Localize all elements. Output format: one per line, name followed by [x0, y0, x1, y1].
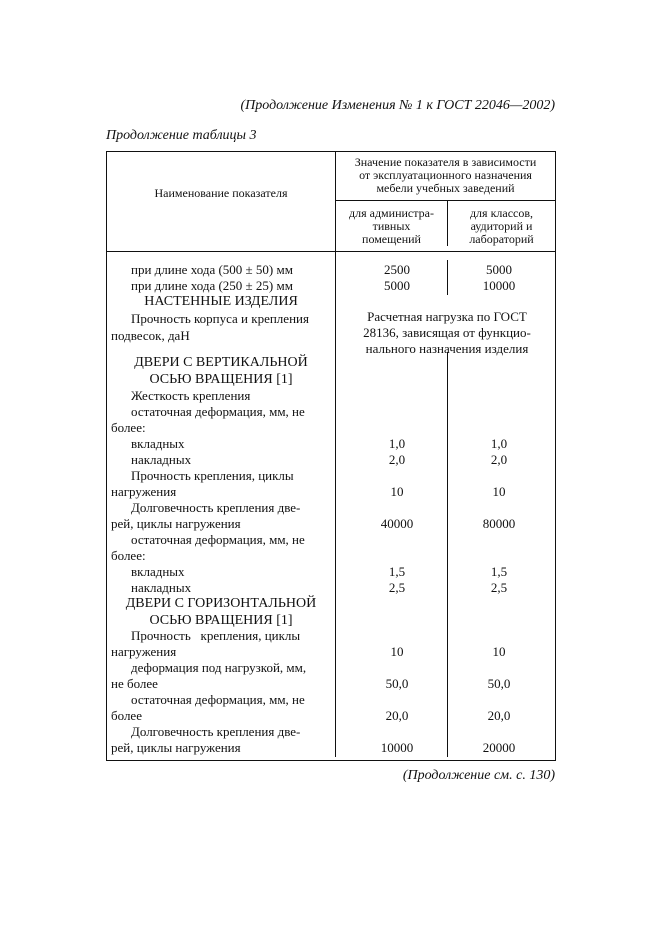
residual-label-2 [111, 532, 305, 564]
row-label-line: рей, циклы нагружения [111, 740, 241, 755]
row-label-line: деформация под нагрузкой, мм, [131, 660, 307, 675]
cell-class: 10 [492, 484, 506, 499]
strength-note-line: нального назначения изделия [365, 341, 529, 356]
col-divider-2-bottom [447, 352, 448, 757]
cell-admin: 2,5 [388, 580, 406, 595]
row-label-line: Долговечность крепления две- [131, 500, 301, 515]
table-row [111, 660, 306, 692]
residual-label [111, 404, 305, 436]
table-row: вкладных [131, 564, 185, 579]
col-name-header: Наименование показателя [154, 186, 288, 200]
section-heading-horizontal [107, 595, 335, 629]
row-label-line: Прочность крепления, циклы [131, 628, 301, 643]
cell-class: 80000 [482, 516, 516, 531]
strength-note-line: Расчетная нагрузка по ГОСТ [367, 309, 527, 324]
stiffness-label: Жесткость крепления [131, 388, 251, 403]
cell-admin: 10000 [380, 740, 414, 755]
col-admin-header-line: для администра- [349, 206, 434, 220]
cell-admin: 10 [390, 484, 404, 499]
table-row: вкладных [131, 436, 185, 451]
strength-label-line: Прочность корпуса и крепления [131, 311, 309, 326]
cell-admin: 5000 [384, 278, 410, 293]
cell-admin: 10 [390, 644, 404, 659]
section-heading-line: ОСЬЮ ВРАЩЕНИЯ [1] [149, 372, 293, 387]
col-admin-header-line: тивных [372, 219, 411, 233]
table-row [111, 628, 300, 660]
cell-class: 1,0 [490, 436, 508, 451]
continuation-footer: (Продолжение см. с. 130) [402, 768, 555, 783]
row-label-line: более [111, 708, 142, 723]
cell-admin: 40000 [380, 516, 414, 531]
strength-label-line: подвесок, даН [111, 328, 190, 343]
cell-class: 2,5 [490, 580, 508, 595]
cell-admin: 50,0 [385, 676, 409, 691]
header-bottom-line [107, 251, 555, 252]
table-continuation-label: Продолжение таблицы 3 [106, 128, 257, 143]
col-class-header-line: аудиторий и [470, 219, 533, 233]
row-label-line: Долговечность крепления две- [131, 724, 301, 739]
table-row: при длине хода (250 ± 25) мм [131, 278, 293, 293]
table-row [111, 692, 305, 724]
strength-note-line: 28136, зависящая от функцио- [363, 325, 531, 340]
col-class-header [448, 207, 555, 246]
cell-class: 10000 [482, 278, 516, 293]
cell-admin: 2500 [384, 262, 410, 277]
residual-label-line: более: [111, 420, 146, 435]
col-class-header-line: лабораторий [469, 232, 534, 246]
section-heading-line: ДВЕРИ С ГОРИЗОНТАЛЬНОЙ [125, 596, 317, 611]
section-heading-line: ОСЬЮ ВРАЩЕНИЯ [1] [149, 613, 293, 628]
row-label-line: остаточная деформация, мм, не [131, 692, 305, 707]
indicator-table [106, 151, 556, 761]
cell-admin: 1,0 [388, 436, 406, 451]
amendment-continuation-header: (Продолжение Изменения № 1 к ГОСТ 22046—2002) [240, 98, 555, 113]
strength-label [111, 310, 309, 344]
cell-class: 5000 [486, 262, 512, 277]
row-label-line: рей, циклы нагружения [111, 516, 241, 531]
residual-label-line: более: [111, 548, 146, 563]
cell-admin: 20,0 [385, 708, 409, 723]
cell-admin: 2,0 [388, 452, 406, 467]
cell-admin: 1,5 [388, 564, 406, 579]
residual-label-line: остаточная деформация, мм, не [131, 532, 305, 547]
col-class-header-line: для классов, [469, 206, 534, 220]
row-label-line: Прочность крепления, циклы [131, 468, 294, 483]
col-admin-header [336, 207, 447, 246]
cell-class: 20000 [482, 740, 516, 755]
group-header-line: от эксплуатационного назначения [359, 168, 532, 182]
row-label-line: не более [111, 676, 158, 691]
residual-label-line: остаточная деформация, мм, не [131, 404, 305, 419]
table-row: накладных [131, 452, 192, 467]
table-row: при длине хода (500 ± 50) мм [131, 262, 293, 277]
cell-class: 10 [492, 644, 506, 659]
section-heading-vertical [107, 354, 335, 388]
table-row [111, 724, 300, 756]
section-heading-wall: НАСТЕННЫЕ ИЗДЕЛИЯ [144, 294, 298, 309]
row-label-line: нагружения [111, 644, 177, 659]
group-header-line: мебели учебных заведений [376, 181, 515, 195]
cell-class: 50,0 [487, 676, 511, 691]
cell-class: 20,0 [487, 708, 511, 723]
table-row: накладных [131, 580, 192, 595]
group-header-underline [335, 200, 555, 201]
table-row [111, 468, 294, 500]
cell-class: 1,5 [490, 564, 508, 579]
col-divider-2-lower [447, 260, 448, 295]
group-header [336, 156, 555, 195]
table-row [111, 500, 300, 532]
col-admin-header-line: помещений [362, 232, 421, 246]
group-header-line: Значение показателя в зависимости [354, 155, 537, 169]
strength-note [341, 309, 553, 357]
cell-class: 2,0 [490, 452, 508, 467]
section-heading-line: ДВЕРИ С ВЕРТИКАЛЬНОЙ [134, 355, 308, 370]
row-label-line: нагружения [111, 484, 177, 499]
